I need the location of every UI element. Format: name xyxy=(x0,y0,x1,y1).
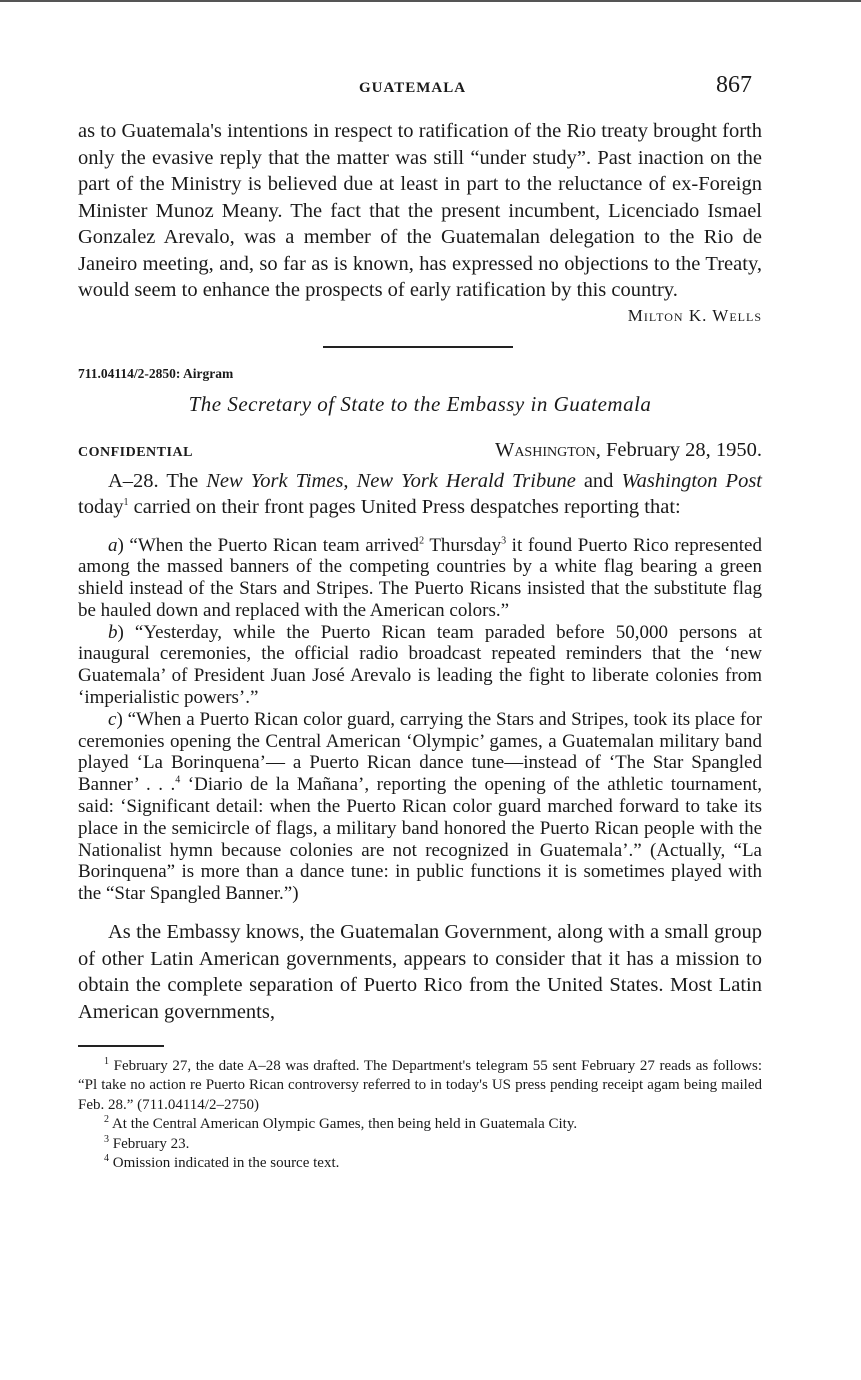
embassy-paragraph: As the Embassy knows, the Guatemalan Government, along with a small group of other Latin American governments, appears to consider that it has a mission to obtain the complete separation of Puerto Rico from the United States. Most Latin American governments, xyxy=(78,921,762,1023)
quoted-despatches xyxy=(78,535,762,906)
footnote xyxy=(78,1154,762,1174)
date: , February 28, 1950. xyxy=(595,438,762,461)
top-border xyxy=(0,0,861,2)
quote-c xyxy=(78,709,762,905)
lead-sep-1: , xyxy=(343,469,357,492)
footnote xyxy=(78,1115,762,1135)
footnote-text: Omission indicated in the source text. xyxy=(112,1155,340,1172)
running-title: GUATEMALA xyxy=(359,80,467,96)
footnote-ref-1: 1 xyxy=(123,497,129,509)
footnote-ref-2: 2 xyxy=(419,535,425,547)
quote-b xyxy=(78,622,762,709)
newspaper-1: New York Times xyxy=(206,469,344,492)
quote-a-label: a xyxy=(108,534,118,556)
footnote-text: February 27, the date A–28 was drafted. The Department's telegram 55 sent February 27 reads as follows: “Pl take no action re Puerto Rican controversy referred to in today's US press pending receipt agam being mailed Feb. 28.” (711.04114/2–2750) xyxy=(78,1057,763,1113)
footnote xyxy=(78,1057,762,1116)
quote-c-label: c xyxy=(108,708,117,730)
newspaper-2: New York Herald Tribune xyxy=(356,469,576,492)
footnote-mark: 3 xyxy=(104,1133,109,1145)
footnote xyxy=(78,1135,762,1155)
page-body xyxy=(78,118,762,1174)
quote-b-label: b xyxy=(108,621,118,643)
lead-prefix: A–28. The xyxy=(108,469,207,492)
footnote-ref-3: 3 xyxy=(501,535,507,547)
lead-rest: carried on their front pages United Press despatches reporting that: xyxy=(128,496,681,518)
running-head xyxy=(0,72,861,102)
lead-sep-2: and xyxy=(575,469,622,492)
footnote-mark: 1 xyxy=(104,1055,109,1067)
section-separator xyxy=(323,346,513,348)
continued-paragraph: as to Guatemala's intentions in respect to ratification of the Rio treaty brought forth only the evasive reply that the matter was still “under study”. Past inaction on the part of the Ministry is believed due at least in part to the reluctance of ex-Foreign Minister Munoz Meany. The fact that the present incumbent, Licenciado Ismael Gonzalez Arevalo, was a member of the Guatemalan delegation to the Rio de Janeiro meeting, and, so far as is known, has expressed no objections to the Treaty, would seem to enhance the prospects of early ratification by this country. xyxy=(78,120,762,301)
footnotes xyxy=(78,1057,762,1174)
footnote-text: At the Central American Olympic Games, then being held in Guatemala City. xyxy=(111,1116,578,1133)
newspaper-3: Washington Post xyxy=(621,469,763,492)
quote-c-part-2: ‘Diario de la Mañana’, reporting the opening of the athletic tournament, said: ‘Significant detail: when the Puerto Rican color guard marched forward to take its place in the semicircle of flags, a military band honored the Puerto Rican people with the Nationalist hymn because colonies are not recognized in Guatemala’.” (Actually, “La Borinquena” is more than a dance tune: in public functions it is sometimes played with the “Star Spangled Banner.”) xyxy=(78,774,762,905)
quote-a xyxy=(78,535,762,622)
signature: Milton K. Wells xyxy=(627,305,762,325)
dateline xyxy=(78,439,762,462)
lead-paragraph xyxy=(78,468,762,521)
footnote-mark: 2 xyxy=(104,1114,109,1126)
quote-a-part-1: ) “When the Puerto Rican team arrived xyxy=(117,534,420,556)
quote-b-text: ) “Yesterday, while the Puerto Rican team paraded before 50,000 persons at inaugural ceremonies, the official radio broadcast repeated reminders that the ‘new Guatemala’ of President Juan José Arevalo is leading the fight to liberate colonies from ‘imperialistic powers’.” xyxy=(78,621,762,709)
lead-today: today xyxy=(78,496,124,518)
footnote-mark: 4 xyxy=(104,1153,109,1165)
place-date xyxy=(495,439,762,462)
quote-a-part-2: Thursday xyxy=(424,534,502,556)
classification: CONFIDENTIAL xyxy=(78,444,193,460)
footnote-text: February 23. xyxy=(112,1135,190,1152)
document-title: The Secretary of State to the Embassy in Guatemala xyxy=(188,391,652,416)
quote-a-part-3: it found Puerto Rico represented among the massed banners of the competing countries by a white flag bearing a green shield instead of the Stars and Stripes. The Puerto Ricans insisted that the substitute flag be hauled down and replaced with the American colors.” xyxy=(78,534,762,621)
footnote-rule xyxy=(78,1045,164,1047)
place: Washington xyxy=(494,438,596,461)
page-number: 867 xyxy=(716,72,752,98)
file-reference: 711.04114/2-2850: Airgram xyxy=(78,365,234,381)
footnote-ref-4: 4 xyxy=(175,774,181,786)
quote-c-part-1: ) “When a Puerto Rican color guard, carrying the Stars and Stripes, took its place for ceremonies opening the Central American ‘Olympic’ games, a Guatemalan military band played ‘La Borinquena’— a Puerto Rican dance tune—instead of ‘The Star Spangled Banner’ . . . xyxy=(78,708,762,796)
